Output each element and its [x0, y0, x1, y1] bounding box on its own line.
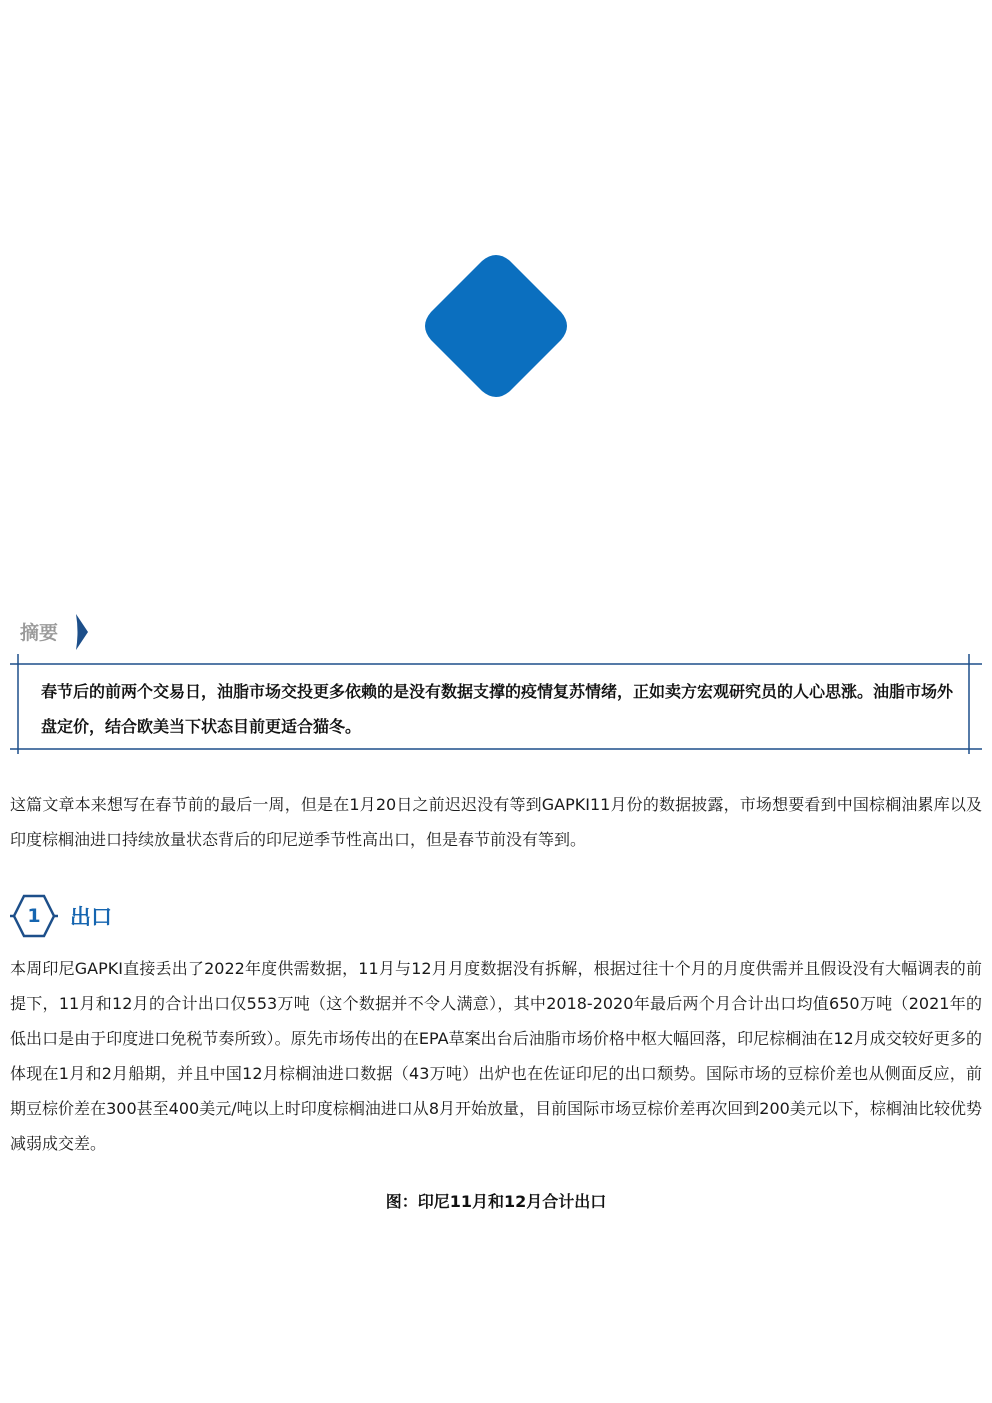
intro-paragraph: 这篇文章本来想写在春节前的最后一周，但是在1月20日之前迟迟没有等到GAPKI11月份的数据披露，市场想要看到中国棕榈油累库以及印度棕榈油进口持续放量状态背后的印尼逆季节性高出口，但是春节前没有等到。 [10, 795, 982, 849]
summary-text: 春节后的前两个交易日，油脂市场交投更多依赖的是没有数据支撑的疫情复苏情绪，正如卖方宏观研究员的人心思涨。油脂市场外盘定价，结合欧美当下状态目前更适合猫冬。 [41, 682, 954, 736]
section-title: 出口 [70, 905, 112, 929]
section-heading [10, 893, 310, 939]
summary-title: 摘要 [20, 622, 59, 644]
chevron-right-icon [76, 614, 88, 650]
figure-caption: 图：印尼11月和12月合计出口 [385, 1192, 607, 1211]
section-paragraph: 本周印尼GAPKI直接丢出了2022年度供需数据，11月与12月月度数据没有拆解，根据过往十个月的月度供需并且假设没有大幅调表的前提下，11月和12月的合计出口仅553万吨（这个数据并不令人满意），其中2018-2020年最后两个月合计出口均值650万吨（2021年的低出口是由于印度进口免税节奏所致）。原先市场传出的在EPA草案出台后油脂市场价格中枢大幅回落，印尼棕榈油在12月成交较好更多的体现在1月和2月船期，并且中国12月棕榈油进口数据（43万吨）出炉也在佐证印尼的出口颓势。国际市场的豆棕价差也从侧面反应，前期豆棕价差在300甚至400美元/吨以上时印度棕榈油进口从8月开始放量，目前国际市场豆棕价差再次回到200美元以下，棕榈油比较优势减弱成交差。 [10, 959, 982, 1153]
summary-box [10, 654, 982, 754]
diamond-logo-icon [424, 255, 568, 397]
section-number: 1 [27, 905, 41, 927]
